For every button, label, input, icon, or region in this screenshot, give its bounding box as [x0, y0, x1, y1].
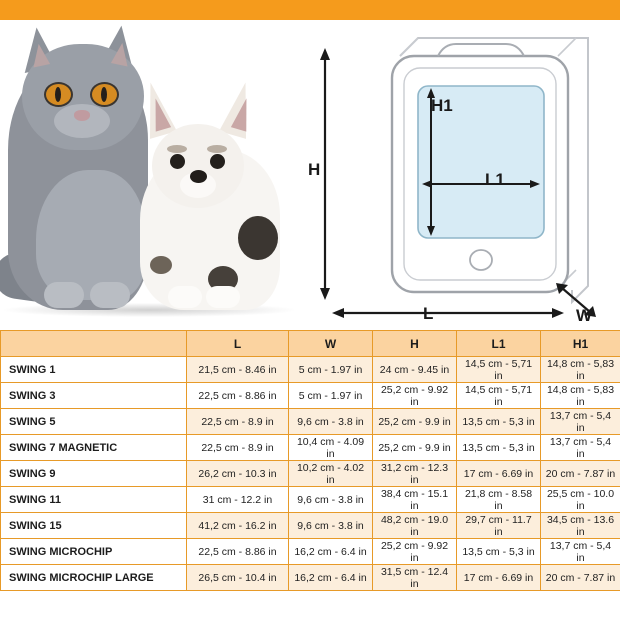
cell-H1: 20 cm - 7.87 in [541, 565, 620, 591]
dimension-label-H1: H1 [431, 96, 453, 115]
cat-flap-diagram [300, 20, 620, 330]
table-row [1, 435, 620, 461]
cat-chest [36, 170, 146, 300]
cat-paw-left [44, 282, 84, 308]
cell-W: 10,2 cm - 4.02 in [289, 461, 373, 487]
cell-L1: 17 cm - 6.69 in [457, 565, 541, 591]
table-row [1, 383, 620, 409]
cat-pupil-right [101, 87, 107, 102]
dog-eye-right [210, 154, 225, 169]
cat-eye-left [44, 82, 73, 107]
cell-H: 31,5 cm - 12.4 in [373, 565, 457, 591]
dog-brow-left [167, 145, 187, 153]
column-header-W: W [289, 331, 373, 357]
cat-pupil-left [55, 87, 61, 102]
specifications-table [0, 330, 620, 591]
cell-L1: 29,7 cm - 11.7 in [457, 513, 541, 539]
dog-brow-right [207, 145, 227, 153]
cat-eye-right [90, 82, 119, 107]
cell-W: 5 cm - 1.97 in [289, 383, 373, 409]
cell-H: 25,2 cm - 9.92 in [373, 539, 457, 565]
row-label: SWING 1 [1, 357, 187, 383]
cat-and-dog-photo [0, 20, 300, 330]
cell-H1: 13,7 cm - 5,4 in [541, 435, 620, 461]
cell-H: 25,2 cm - 9.92 in [373, 383, 457, 409]
upper-illustration-area [0, 20, 620, 330]
table-row [1, 409, 620, 435]
row-label: SWING 11 [1, 487, 187, 513]
cell-L1: 14,5 cm - 5,71 in [457, 383, 541, 409]
row-label: SWING 15 [1, 513, 187, 539]
dog-eye-left [170, 154, 185, 169]
dimension-label-W: W [576, 306, 593, 325]
row-label: SWING 9 [1, 461, 187, 487]
cell-W: 10,4 cm - 4.09 in [289, 435, 373, 461]
cell-W: 9,6 cm - 3.8 in [289, 487, 373, 513]
cell-L: 22,5 cm - 8.9 in [187, 409, 289, 435]
cell-H1: 13,7 cm - 5,4 in [541, 409, 620, 435]
cell-L1: 13,5 cm - 5,3 in [457, 539, 541, 565]
diagram-svg [300, 20, 620, 330]
dog-spot-small [150, 256, 172, 274]
row-label: SWING 7 MAGNETIC [1, 435, 187, 461]
dog-nose [190, 170, 207, 183]
cell-H: 25,2 cm - 9.9 in [373, 435, 457, 461]
cell-H1: 14,8 cm - 5,83 in [541, 383, 620, 409]
cell-H: 25,2 cm - 9.9 in [373, 409, 457, 435]
table-row [1, 461, 620, 487]
cell-H1: 34,5 cm - 13.6 in [541, 513, 620, 539]
cell-L1: 13,5 cm - 5,3 in [457, 409, 541, 435]
table-row [1, 513, 620, 539]
cell-L1: 17 cm - 6.69 in [457, 461, 541, 487]
row-label: SWING 5 [1, 409, 187, 435]
table-row [1, 487, 620, 513]
flap-hinge-tab [438, 44, 524, 56]
cat-nose [74, 110, 90, 121]
cell-L: 22,5 cm - 8.9 in [187, 435, 289, 461]
cell-L: 26,5 cm - 10.4 in [187, 565, 289, 591]
cell-H1: 25,5 cm - 10.0 in [541, 487, 620, 513]
cell-H: 48,2 cm - 19.0 in [373, 513, 457, 539]
cell-H: 24 cm - 9.45 in [373, 357, 457, 383]
cell-H: 31,2 cm - 12.3 in [373, 461, 457, 487]
cell-W: 9,6 cm - 3.8 in [289, 409, 373, 435]
table-row [1, 565, 620, 591]
dog-paw-left [168, 286, 202, 308]
cell-H1: 14,8 cm - 5,83 in [541, 357, 620, 383]
cell-L1: 21,8 cm - 8.58 in [457, 487, 541, 513]
column-header-L: L [187, 331, 289, 357]
cell-L: 22,5 cm - 8.86 in [187, 383, 289, 409]
cell-W: 9,6 cm - 3.8 in [289, 513, 373, 539]
cell-L1: 14,5 cm - 5,71 in [457, 357, 541, 383]
row-label: SWING 3 [1, 383, 187, 409]
cell-L: 41,2 cm - 16.2 in [187, 513, 289, 539]
dimension-label-H: H [308, 160, 321, 179]
cell-L: 21,5 cm - 8.46 in [187, 357, 289, 383]
flap-latch [470, 250, 492, 270]
table-row [1, 357, 620, 383]
table-corner-cell [1, 331, 187, 357]
cat-paw-right [90, 282, 130, 308]
cell-H1: 13,7 cm - 5,4 in [541, 539, 620, 565]
cell-L: 31 cm - 12.2 in [187, 487, 289, 513]
dimension-arrow-H [320, 48, 330, 300]
dimension-label-L: L [423, 304, 434, 323]
column-header-H1: H1 [541, 331, 620, 357]
cell-H1: 20 cm - 7.87 in [541, 461, 620, 487]
table-header-row [1, 331, 620, 357]
cell-H: 38,4 cm - 15.1 in [373, 487, 457, 513]
cell-L1: 13,5 cm - 5,3 in [457, 435, 541, 461]
cell-W: 5 cm - 1.97 in [289, 357, 373, 383]
dimension-arrow-L [332, 308, 564, 318]
dog-paw-right [206, 286, 240, 308]
cell-L: 22,5 cm - 8.86 in [187, 539, 289, 565]
cell-W: 16,2 cm - 6.4 in [289, 565, 373, 591]
column-header-H: H [373, 331, 457, 357]
row-label: SWING MICROCHIP LARGE [1, 565, 187, 591]
dog-spot-large [238, 216, 278, 260]
column-header-L1: L1 [457, 331, 541, 357]
dimension-label-L1: L1 [485, 170, 505, 189]
table-row [1, 539, 620, 565]
row-label: SWING MICROCHIP [1, 539, 187, 565]
cell-L: 26,2 cm - 10.3 in [187, 461, 289, 487]
top-orange-bar [0, 0, 620, 20]
cell-W: 16,2 cm - 6.4 in [289, 539, 373, 565]
